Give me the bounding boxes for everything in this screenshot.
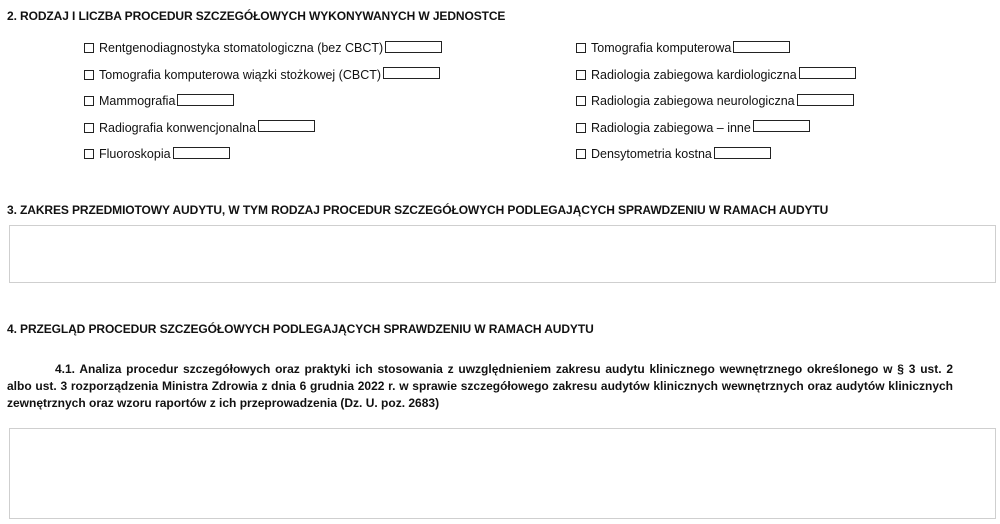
- procedure-item: [84, 41, 442, 55]
- procedure-count-input[interactable]: [797, 94, 854, 106]
- procedure-count-input[interactable]: [714, 147, 771, 159]
- procedure-checkbox[interactable]: [84, 149, 94, 159]
- procedure-item: [84, 94, 442, 108]
- section-3-heading: 3. ZAKRES PRZEDMIOTOWY AUDYTU, W TYM RODZAJ PROCEDUR SZCZEGÓŁOWYCH PODLEGAJĄCYCH SPRAWDZENIU W RAMACH AUDYTU: [7, 203, 829, 217]
- procedure-label: Densytometria kostna: [591, 147, 712, 161]
- procedure-label: Tomografia komputerowa: [591, 41, 732, 55]
- procedure-count-input[interactable]: [383, 67, 440, 79]
- procedure-item: [576, 41, 856, 55]
- procedure-checkbox[interactable]: [84, 96, 94, 106]
- procedure-analysis-textarea[interactable]: [9, 428, 996, 519]
- audit-scope-textarea[interactable]: [9, 225, 996, 283]
- procedure-label: Mammografia: [99, 94, 176, 108]
- procedure-item: [84, 68, 442, 82]
- procedure-checkbox[interactable]: [576, 70, 586, 80]
- procedure-checklist-right: [576, 41, 856, 174]
- procedure-checkbox[interactable]: [576, 43, 586, 53]
- procedure-checkbox[interactable]: [84, 70, 94, 80]
- subsection-4-1-text: 4.1. Analiza procedur szczegółowych oraz praktyki ich stosowania z uwzględnieniem zakresu audytu klinicznego wewnętrznego określonego w § 3 ust. 2 albo ust. 3 rozporządzenia Ministra Zdrowia z dnia 6 grudnia 2022 r. w sprawie szczegółowego zakresu audytów klinicznych wewnętrznych oraz audytów klinicznych zewnętrznych oraz wzoru raportów z ich przeprowadzenia (Dz. U. poz. 2683): [7, 362, 953, 410]
- procedure-label: Radiografia konwencjonalna: [99, 120, 257, 135]
- procedure-count-input[interactable]: [385, 41, 442, 53]
- procedure-checkbox[interactable]: [576, 96, 586, 106]
- procedure-count-input[interactable]: [173, 147, 230, 159]
- procedure-item: [84, 121, 442, 135]
- procedure-label: Radiologia zabiegowa kardiologiczna: [591, 67, 797, 82]
- procedure-checkbox[interactable]: [84, 43, 94, 53]
- procedure-count-input[interactable]: [177, 94, 234, 106]
- procedure-count-input[interactable]: [733, 41, 790, 53]
- procedure-checkbox[interactable]: [576, 149, 586, 159]
- procedure-label: Radiologia zabiegowa neurologiczna: [591, 94, 795, 108]
- procedure-item: [576, 94, 856, 108]
- procedure-checklist-left: [84, 41, 442, 174]
- procedure-checkbox[interactable]: [84, 123, 94, 133]
- procedure-count-input[interactable]: [799, 67, 856, 79]
- procedure-count-input[interactable]: [753, 120, 810, 132]
- section-2-heading: 2. RODZAJ I LICZBA PROCEDUR SZCZEGÓŁOWYCH WYKONYWANYCH W JEDNOSTCE: [7, 9, 506, 23]
- procedure-label: Fluoroskopia: [99, 147, 171, 161]
- procedure-checkbox[interactable]: [576, 123, 586, 133]
- section-4-heading: 4. PRZEGLĄD PROCEDUR SZCZEGÓŁOWYCH PODLEGAJĄCYCH SPRAWDZENIU W RAMACH AUDYTU: [7, 322, 594, 336]
- procedure-label: Rentgenodiagnostyka stomatologiczna (bez CBCT): [99, 41, 384, 55]
- procedure-item: [576, 147, 856, 161]
- procedure-item: [576, 68, 856, 82]
- procedure-label: Radiologia zabiegowa – inne: [591, 120, 751, 135]
- procedure-item: [84, 147, 442, 161]
- procedure-label: Tomografia komputerowa wiązki stożkowej (CBCT): [99, 67, 382, 82]
- procedure-count-input[interactable]: [258, 120, 315, 132]
- procedure-item: [576, 121, 856, 135]
